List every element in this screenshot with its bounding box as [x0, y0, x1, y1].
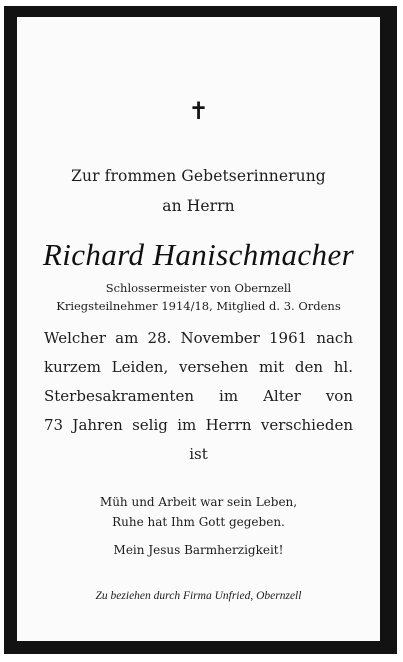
verse-line-2: Ruhe hat Ihm Gott gegeben. — [112, 515, 285, 529]
prayer-line: Mein Jesus Barmherzigkeit! — [113, 543, 284, 557]
intro-line-1: Zur frommen Gebetserinnerung — [71, 167, 326, 185]
occupation-line: Schlossermeister von Obernzell — [105, 281, 292, 295]
body-line-2: kurzem Leiden, versehen mit den hl. — [44, 358, 353, 376]
memorial-card — [4, 6, 397, 654]
card-paper — [17, 17, 380, 641]
body-line-1: Welcher am 28. November 1961 nach — [44, 329, 353, 347]
intro-line-2: an Herrn — [162, 197, 235, 215]
body-line-5: ist — [189, 445, 208, 463]
footer-printer: Zu beziehen durch Firma Unfried, Obernzell — [95, 590, 302, 602]
deceased-name: Richard Hanischmacher — [42, 237, 355, 272]
cross-icon: ✝ — [188, 97, 209, 125]
details-line: Kriegsteilnehmer 1914/18, Mitglied d. 3. Ordens — [56, 299, 341, 313]
verse-line-1: Müh und Arbeit war sein Leben, — [99, 495, 298, 509]
body-line-3: Sterbesakramenten im Alter von — [44, 387, 353, 405]
body-line-4: 73 Jahren selig im Herrn verschieden — [44, 416, 353, 434]
